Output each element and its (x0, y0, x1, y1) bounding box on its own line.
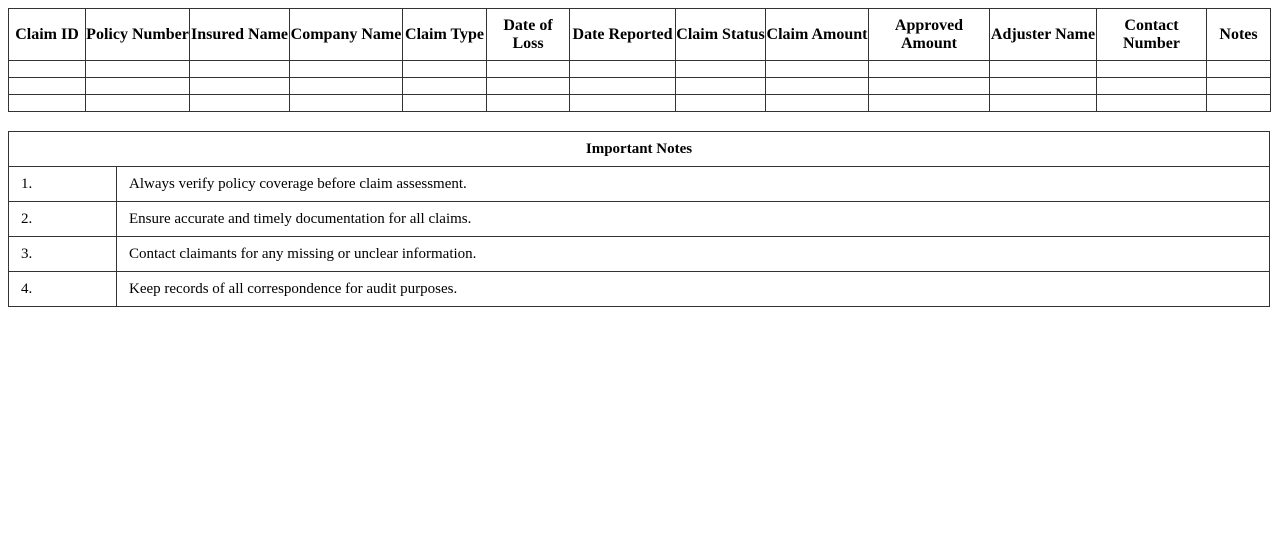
note-text: Contact claimants for any missing or unclear information. (117, 237, 1270, 272)
note-row (9, 237, 1270, 272)
claims-cell[interactable] (86, 78, 190, 95)
claims-cell[interactable] (403, 61, 487, 78)
note-number: 4. (9, 272, 117, 307)
header-adjuster-name: Adjuster Name (990, 9, 1097, 61)
claims-cell[interactable] (990, 78, 1097, 95)
claims-cell[interactable] (676, 95, 766, 112)
notes-title-row (9, 132, 1270, 167)
claims-cell[interactable] (190, 78, 290, 95)
claims-cell[interactable] (190, 61, 290, 78)
claims-cell[interactable] (290, 61, 403, 78)
header-policy-number: Policy Number (86, 9, 190, 61)
header-company-name: Company Name (290, 9, 403, 61)
claims-cell[interactable] (570, 95, 676, 112)
claims-table-row (9, 95, 1271, 112)
header-approved-amount: Approved Amount (869, 9, 990, 61)
claims-cell[interactable] (766, 95, 869, 112)
claims-cell[interactable] (1207, 61, 1271, 78)
note-row (9, 167, 1270, 202)
header-claim-amount: Claim Amount (766, 9, 869, 61)
claims-cell[interactable] (869, 78, 990, 95)
claims-cell[interactable] (766, 61, 869, 78)
claims-cell[interactable] (1097, 95, 1207, 112)
header-date-of-loss: Date of Loss (487, 9, 570, 61)
header-insured-name: Insured Name (190, 9, 290, 61)
claims-header-row (9, 9, 1271, 61)
claims-cell[interactable] (487, 78, 570, 95)
claims-cell[interactable] (190, 95, 290, 112)
claims-cell[interactable] (990, 61, 1097, 78)
claims-cell[interactable] (487, 61, 570, 78)
header-claim-status: Claim Status (676, 9, 766, 61)
note-text: Ensure accurate and timely documentation for all claims. (117, 202, 1270, 237)
note-number: 2. (9, 202, 117, 237)
claims-cell[interactable] (290, 78, 403, 95)
note-row (9, 202, 1270, 237)
claims-cell[interactable] (403, 78, 487, 95)
claims-cell[interactable] (869, 61, 990, 78)
claims-cell[interactable] (676, 61, 766, 78)
claims-cell[interactable] (570, 78, 676, 95)
claims-cell[interactable] (86, 95, 190, 112)
claims-cell[interactable] (676, 78, 766, 95)
notes-title: Important Notes (9, 132, 1270, 167)
note-number: 1. (9, 167, 117, 202)
claims-cell[interactable] (1207, 78, 1271, 95)
claims-cell[interactable] (1207, 95, 1271, 112)
claims-cell[interactable] (766, 78, 869, 95)
header-claim-id: Claim ID (9, 9, 86, 61)
claims-cell[interactable] (570, 61, 676, 78)
header-claim-type: Claim Type (403, 9, 487, 61)
note-number: 3. (9, 237, 117, 272)
note-text: Keep records of all correspondence for audit purposes. (117, 272, 1270, 307)
claims-table (8, 8, 1271, 112)
header-notes: Notes (1207, 9, 1271, 61)
claims-cell[interactable] (990, 95, 1097, 112)
claims-cell[interactable] (487, 95, 570, 112)
note-text: Always verify policy coverage before claim assessment. (117, 167, 1270, 202)
claims-cell[interactable] (290, 95, 403, 112)
important-notes-table (8, 131, 1270, 307)
claims-cell[interactable] (1097, 78, 1207, 95)
claims-cell[interactable] (9, 95, 86, 112)
header-date-reported: Date Reported (570, 9, 676, 61)
claims-cell[interactable] (86, 61, 190, 78)
claims-table-row (9, 61, 1271, 78)
claims-cell[interactable] (9, 78, 86, 95)
claims-cell[interactable] (9, 61, 86, 78)
claims-cell[interactable] (403, 95, 487, 112)
note-row (9, 272, 1270, 307)
claims-table-row (9, 78, 1271, 95)
header-contact-number: Contact Number (1097, 9, 1207, 61)
claims-cell[interactable] (869, 95, 990, 112)
claims-cell[interactable] (1097, 61, 1207, 78)
